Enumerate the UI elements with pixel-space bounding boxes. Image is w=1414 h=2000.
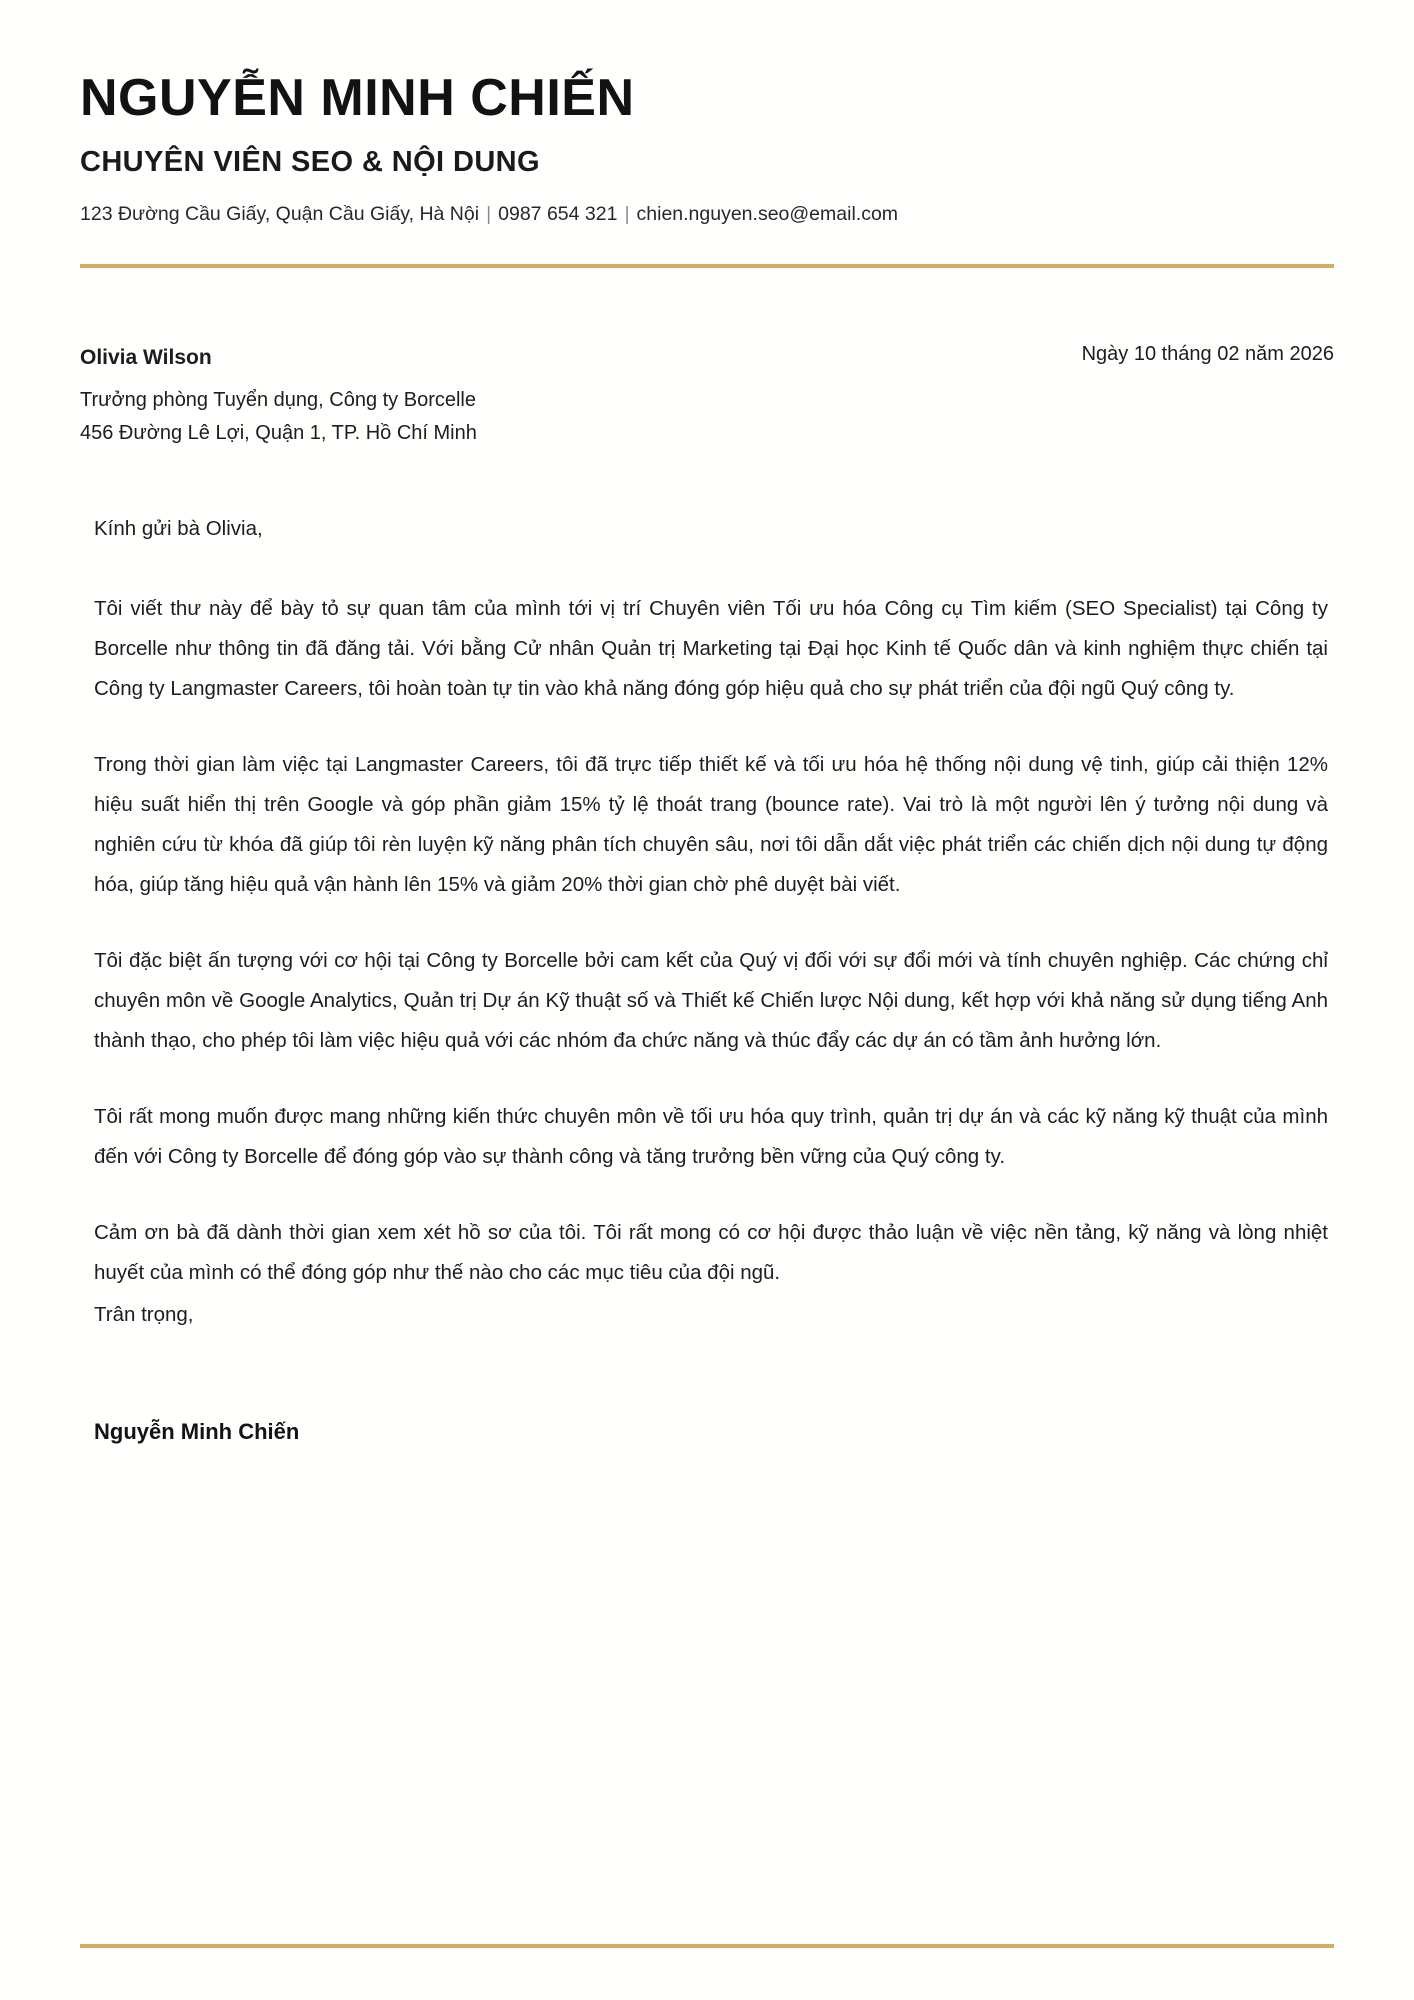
body-paragraph-5: Cảm ơn bà đã dành thời gian xem xét hồ sơ của tôi. Tôi rất mong có cơ hội được thảo luận về việc nền tảng, kỹ năng và lòng nhiệt huyết của mình có thể đóng góp như thế nào cho các mục tiêu của đội ngũ. [94,1220,1328,1284]
salutation: Kính gửi bà Olivia, [94,517,263,541]
signature-name: Nguyễn Minh Chiến [94,1418,300,1444]
page-title: NGUYỄN MINH CHIẾN [80,69,635,127]
closing-line: Trân trọng, [94,1302,194,1326]
body-paragraph-1: Tôi viết thư này để bày tỏ sự quan tâm của mình tới vị trí Chuyên viên Tối ưu hóa Công cụ Tìm kiếm (SEO Specialist) tại Công ty Borcelle như thông tin đã đăng tải. Với bằng Cử nhân Quản trị Marketing tại Đại học Kinh tế Quốc dân và kinh nghiệm thực chiến tại Công ty Langmaster Careers, tôi hoàn toàn tự tin vào khả năng đóng góp hiệu quả cho sự phát triển của đội ngũ Quý công ty. [94,597,1328,700]
professional-title: CHUYÊN VIÊN SEO & NỘI DUNG [80,146,540,179]
contact-separator-1: | [486,202,492,225]
contact-line [80,202,1334,227]
page-content [80,0,1334,2000]
body-paragraph-3: Tôi đặc biệt ấn tượng với cơ hội tại Công ty Borcelle bởi cam kết của Quý vị đối với sự đổi mới và tính chuyên nghiệp. Các chứng chỉ chuyên môn về Google Analytics, Quản trị Dự án Kỹ thuật số và Thiết kế Chiến lược Nội dung, kết hợp với khả năng sử dụng tiếng Anh thành thạo, cho phép tôi làm việc hiệu quả với các nhóm đa chức năng và thúc đẩy các dự án có tầm ảnh hưởng lớn. [94,948,1328,1052]
letterhead [80,0,1334,268]
address-block [80,341,1334,449]
recipient-name: Olivia Wilson [80,346,212,370]
contact-phone: 0987 654 321 [498,202,618,225]
contact-email[interactable]: chien.nguyen.seo@email.com [636,202,899,225]
letter-body [80,511,1334,1334]
contact-separator-2: | [624,202,630,225]
recipient-block [80,341,477,449]
header-divider [80,264,1334,268]
recipient-role-company: Trưởng phòng Tuyển dụng, Công ty Borcelle [80,389,476,412]
body-paragraph-4: Tôi rất mong muốn được mang những kiến thức chuyên môn về tối ưu hóa quy trình, quản trị dự án và các kỹ năng kỹ thuật của mình đến với Công ty Borcelle để đóng góp vào sự thành công và tăng trưởng bền vững của Quý công ty. [94,1104,1328,1168]
body-paragraph-2: Trong thời gian làm việc tại Langmaster Careers, tôi đã trực tiếp thiết kế và tối ưu hóa hệ thống nội dung vệ tinh, giúp cải thiện 12% hiệu suất hiển thị trên Google và góp phần giảm 15% tỷ lệ thoát trang (bounce rate). Vai trò là một người lên ý tưởng nội dung và nghiên cứu từ khóa đã giúp tôi rèn luyện kỹ năng phân tích chuyên sâu, nơi tôi dẫn dắt việc phát triển các chiến dịch nội dung tự động hóa, giúp tăng hiệu quả vận hành lên 15% và giảm 20% thời gian chờ phê duyệt bài viết. [94,752,1328,896]
recipient-address: 456 Đường Lê Lợi, Quận 1, TP. Hồ Chí Minh [80,421,477,444]
footer-divider [80,1944,1334,1948]
letter-date: Ngày 10 tháng 02 năm 2026 [1081,343,1334,366]
contact-address: 123 Đường Cầu Giấy, Quận Cầu Giấy, Hà Nội [80,202,480,225]
